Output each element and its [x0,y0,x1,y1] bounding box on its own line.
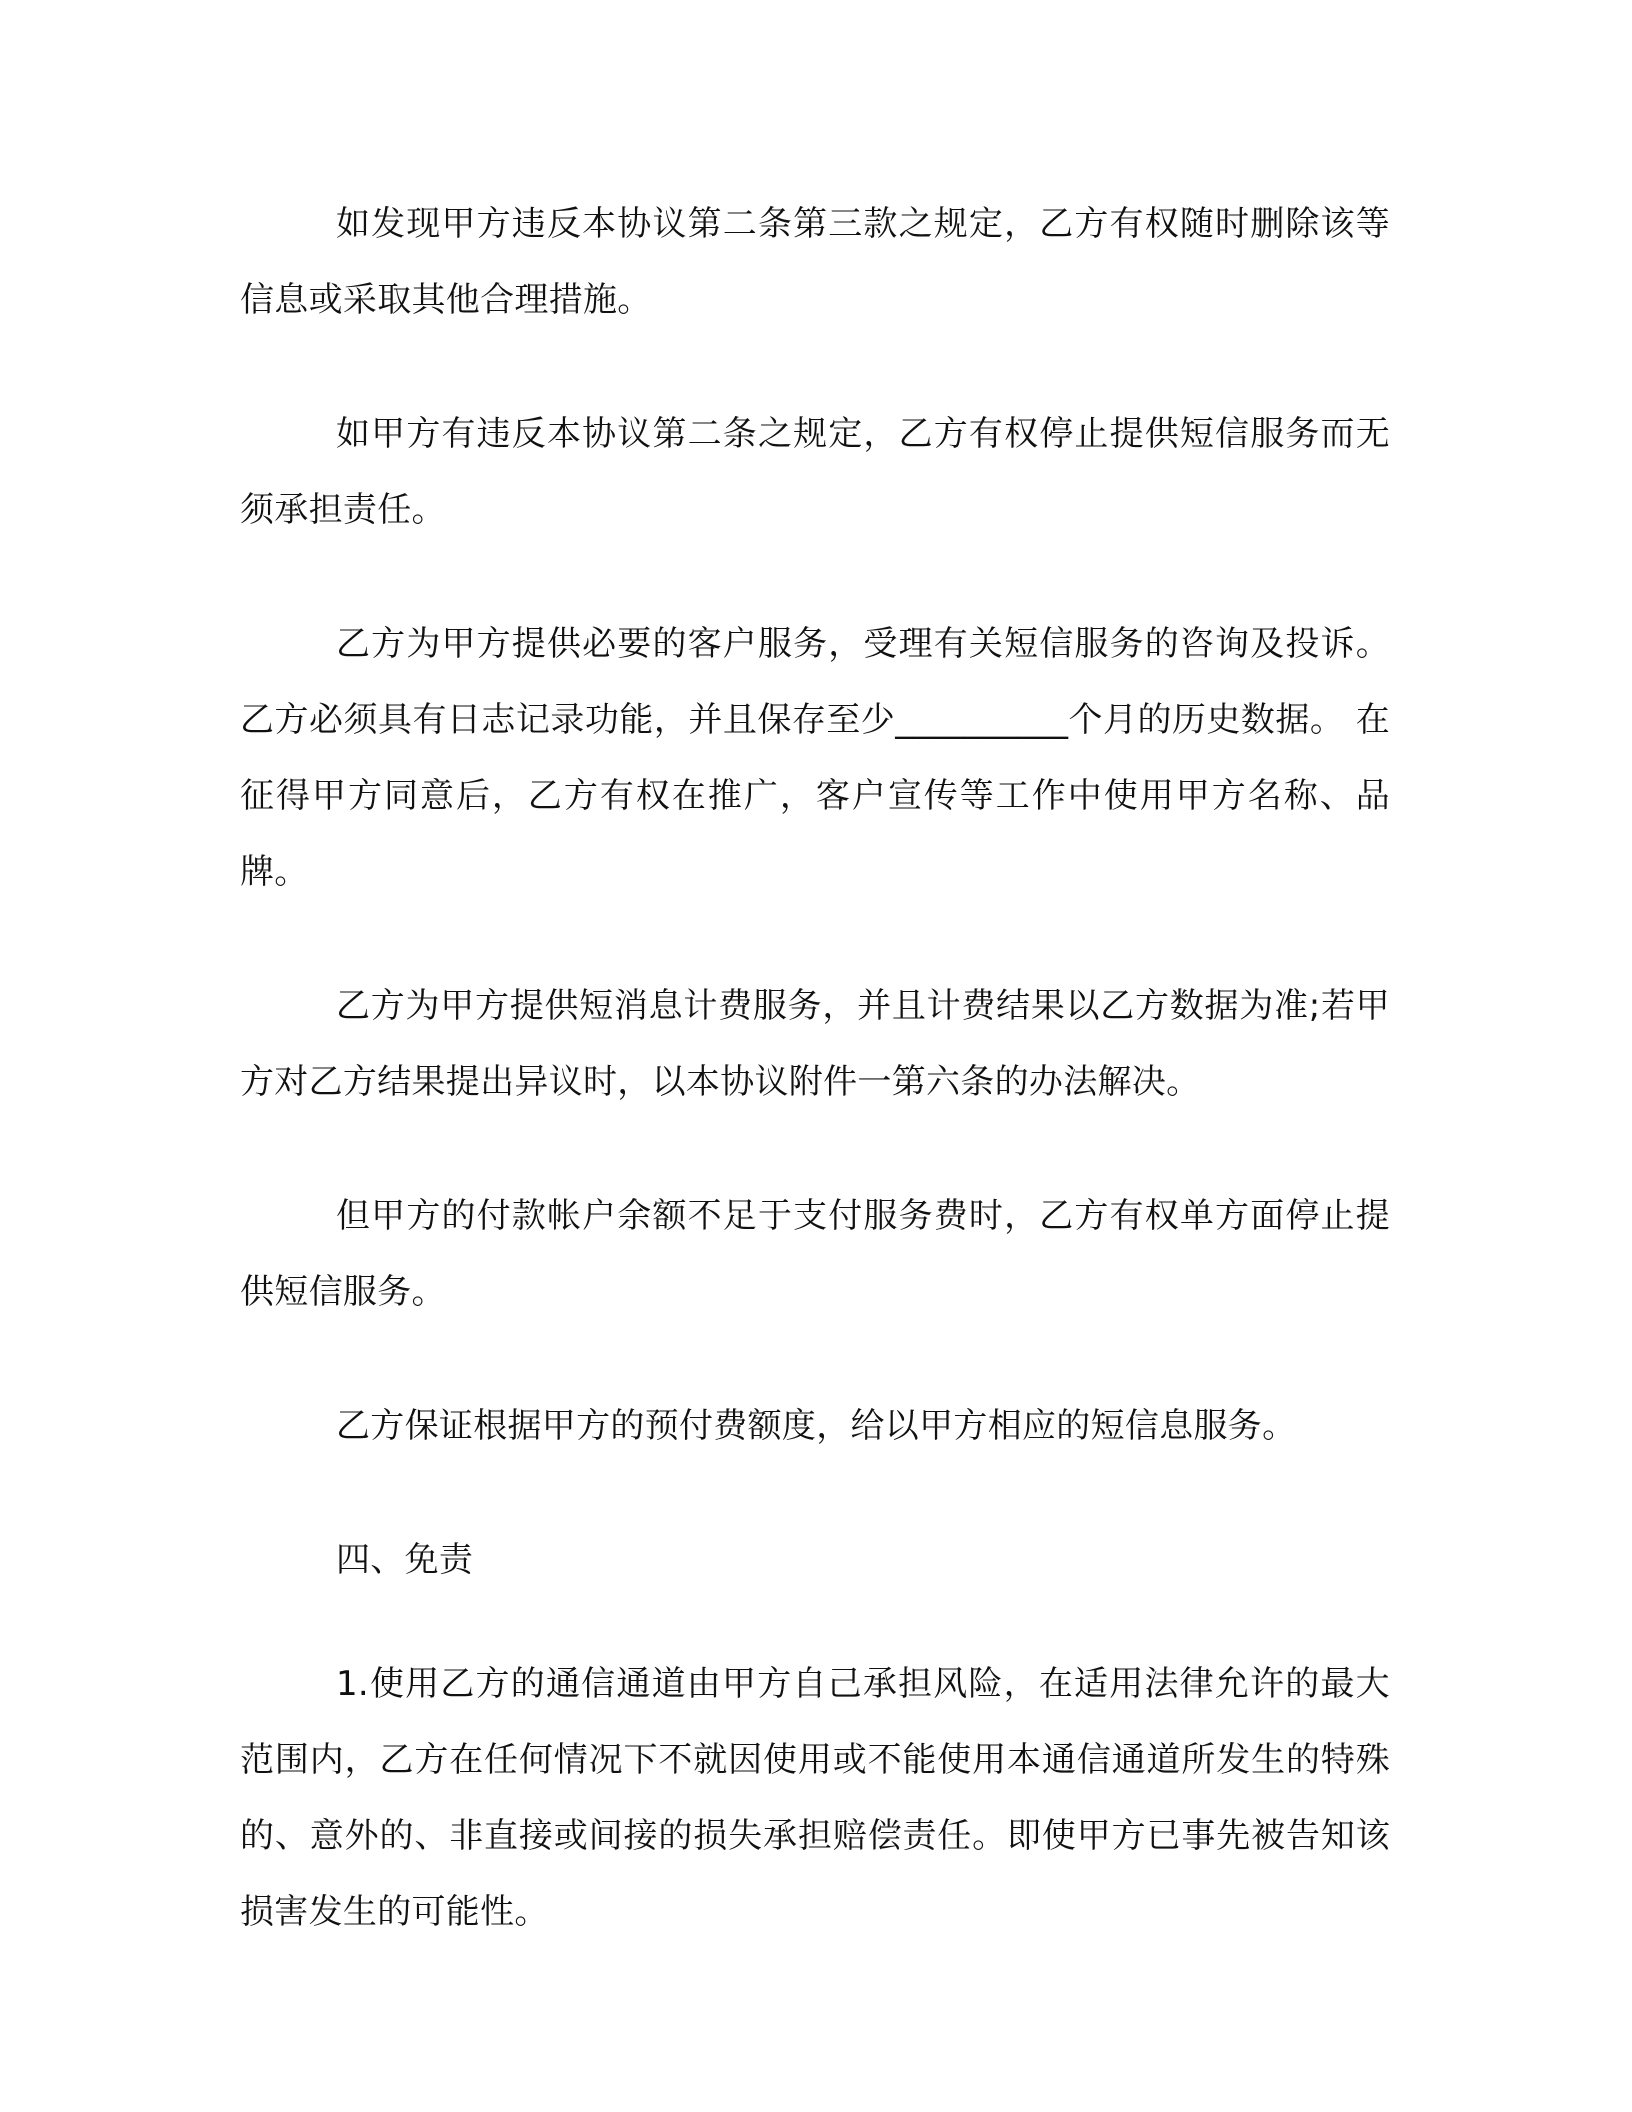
paragraph-prepaid-guarantee: 乙方保证根据甲方的预付费额度，给以甲方相应的短信息服务。 [336,1406,1297,1446]
paragraph-stop-service: 如甲方有违反本协议第二条之规定，乙方有权停止提供短信服务而无须承担责任。 [240,414,1390,530]
paragraph-customer-service: 乙方为甲方提供必要的客户服务，受理有关短信服务的咨询及投诉。 乙方必须具有日志记录功能，并且保存至少__________个月的历史数据。 在征得甲方同意后，乙方有权在推广，客户宣传等工作中使用甲方名称、品牌。 [240,624,1390,892]
paragraph-insufficient-balance: 但甲方的付款帐户余额不足于支付服务费时，乙方有权单方面停止提供短信服务。 [240,1196,1390,1312]
section-heading-disclaimer: 四、免责 [336,1540,474,1580]
document-body [240,186,1390,2008]
paragraph-disclaimer-1: 1.使用乙方的通信通道由甲方自己承担风险，在适用法律允许的最大范围内，乙方在任何情况下不就因使用或不能使用本通信通道所发生的特殊的、意外的、非直接或间接的损失承担赔偿责任。即使甲方已事先被告知该损害发生的可能性。 [240,1664,1390,1932]
paragraph-delete-info: 如发现甲方违反本协议第二条第三款之规定，乙方有权随时删除该等信息或采取其他合理措施。 [240,204,1390,320]
paragraph-billing: 乙方为甲方提供短消息计费服务，并且计费结果以乙方数据为准;若甲方对乙方结果提出异议时，以本协议附件一第六条的办法解决。 [240,986,1390,1102]
